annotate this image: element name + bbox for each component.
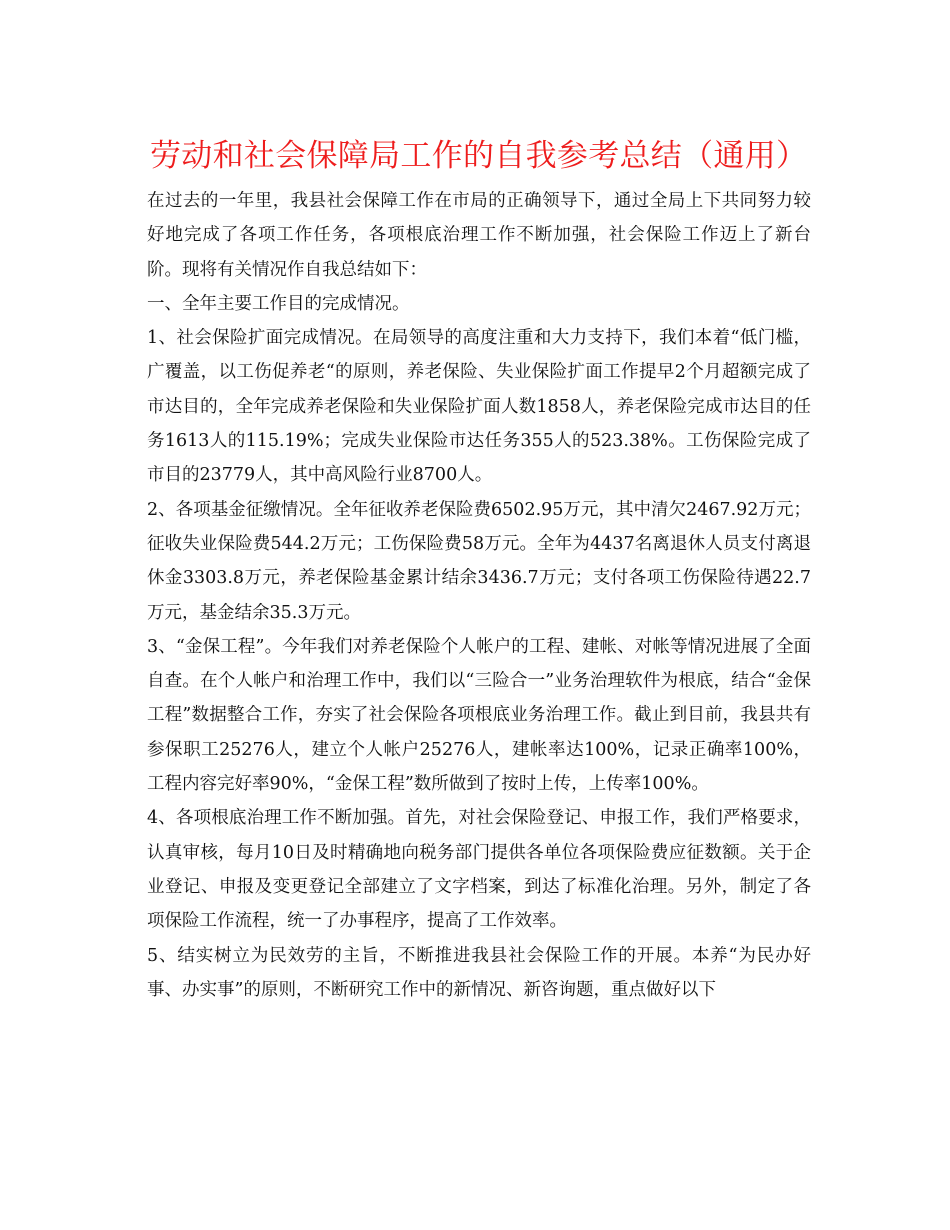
paragraph-item-3: 3、“金保工程”。今年我们对养老保险个人帐户的工程、建帐、对帐等情况进展了全面自查。在个人帐户和治理工作中，我们以“三险合一”业务治理软件为根底，结合“金保工程”数据整合工作，夯实了社会保险各项根底业务治理工作。截止到目前，我县共有参保职工25276人，建立个人帐户25276人，建帐率达100%，记录正确率100%，工程内容完好率90%，“金保工程”数所做到了按时上传，上传率100%。 [147,636,811,795]
document-body [147,184,811,1007]
paragraph-intro: 在过去的一年里，我县社会保障工作在市局的正确领导下，通过全局上下共同努力较好地完成了各项工作任务，各项根底治理工作不断加强，社会保险工作迈上了新台阶。现将有关情况作自我总结如下： [147,191,811,280]
paragraph-item-4: 4、各项根底治理工作不断加强。首先，对社会保险登记、申报工作，我们严格要求，认真审核，每月10日及时精确地向税务部门提供各单位各项保险费应征数额。关于企业登记、申报及变更登记全部建立了文字档案，到达了标准化治理。另外，制定了各项保险工作流程，统一了办事程序，提高了工作效率。 [147,808,811,932]
document-title: 劳动和社会保障局工作的自我参考总结（通用） [150,138,808,174]
paragraph-item-1: 1、社会保险扩面完成情况。在局领导的高度注重和大力支持下，我们本着“低门槛，广覆盖，以工伤促养老“的原则，养老保险、失业保险扩面工作提早2个月超额完成了市达目的，全年完成养老保险和失业保险扩面人数1858人，养老保险完成市达目的任务1613人的115.19%；完成失业保险市达任务355人的523.38%。工伤保险完成了市目的23779人，其中高风险行业8700人。 [147,328,811,486]
paragraph-item-5: 5、结实树立为民效劳的主旨，不断推进我县社会保险工作的开展。本养“为民办好事、办实事”的原则，不断研究工作中的新情况、新咨询题，重点做好以下 [147,945,811,1000]
paragraph-item-2: 2、各项基金征缴情况。全年征收养老保险费6502.95万元，其中清欠2467.92万元；征收失业保险费544.2万元；工伤保险费58万元。全年为4437名离退休人员支付离退休金3303.8万元，养老保险基金累计结余3436.7万元；支付各项工伤保险待遇22.7万元，基金结余35.3万元。 [147,499,811,623]
paragraph-section-heading: 一、全年主要工作目的完成情况。 [147,293,410,314]
